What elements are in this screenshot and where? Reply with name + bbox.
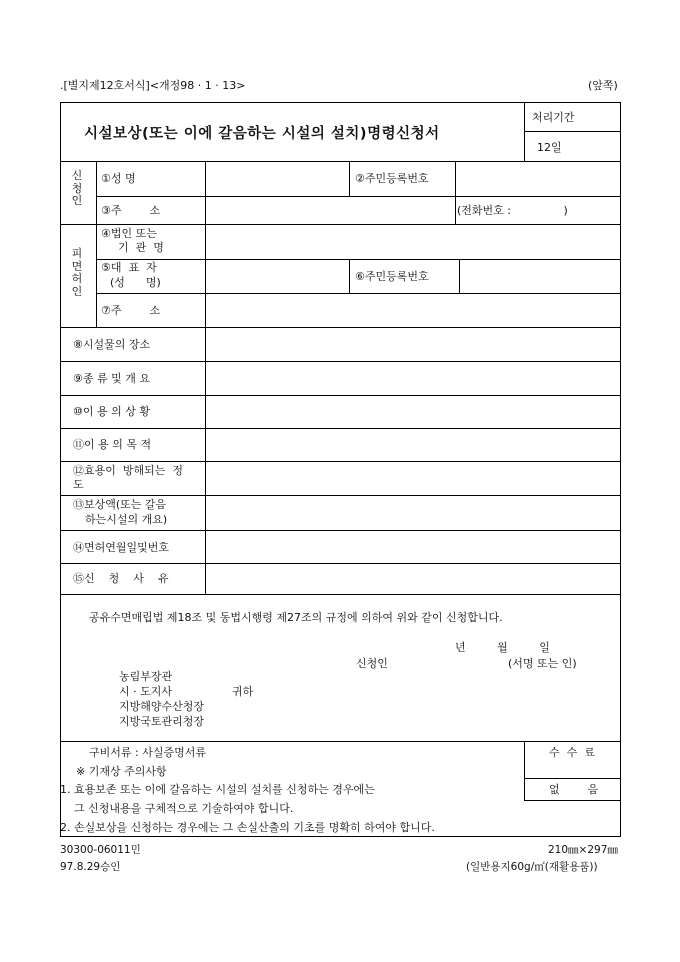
applicant-rrn-divider-left [349, 161, 350, 196]
usage-status-label: ⑩이 용 의 상 황 [73, 405, 150, 418]
licensee-address-label: ⑦주 소 [101, 304, 161, 317]
rep-label-line1: ⑤대 표 자 [101, 261, 157, 274]
obstruction-degree-label-line2: 도 [73, 478, 84, 491]
declaration-date: 년 월 일 [455, 641, 550, 654]
note-1-line1: 1. 효용보존 또는 이에 갈음하는 시설의 설치를 신청하는 경우에는 [60, 783, 375, 796]
sign-or-seal-label: (서명 또는 인) [508, 657, 577, 670]
processing-divider [524, 131, 621, 132]
license-date-number-label: ⑭면허연월일및번호 [73, 541, 170, 554]
compensation-label-line2: 하는시설의 개요) [85, 513, 168, 526]
form-number: .[별지제12호서식]<개정98 · 1 · 13> [60, 79, 246, 92]
declaration-bottom-line [60, 741, 621, 742]
application-reason-label: ⑮신 청 사 유 [73, 572, 169, 585]
row-line-15 [60, 594, 621, 595]
applicant-section-label: 신 청 인 [71, 169, 83, 207]
obstruction-degree-label-line1: ⑫효용이 방해되는 정 [73, 464, 183, 477]
obstruction-degree-field[interactable] [206, 462, 620, 494]
declaration-text: 공유수면매립법 제18조 및 동법시행령 제27조의 규정에 의하여 위와 같이 신청합니다. [89, 611, 503, 624]
title-right-divider [524, 102, 525, 161]
licensee-rrn-divider-left [349, 259, 350, 293]
fee-divider [524, 778, 621, 779]
licensee-address-field[interactable] [206, 294, 620, 326]
form-title: 시설보상(또는 이에 갈음하는 시설의 설치)명령신청서 [84, 126, 440, 142]
note-1-line2: 그 신청내용을 구체적으로 기술하여야 합니다. [74, 802, 294, 815]
type-overview-field[interactable] [206, 362, 620, 394]
application-reason-field[interactable] [206, 564, 620, 593]
compensation-label-line1: ⑬보상액(또는 갈음 [73, 498, 167, 511]
representative-field[interactable] [206, 260, 348, 292]
addressee-3: 지방해양수산청장 [119, 700, 205, 713]
processing-period-label: 처리기간 [532, 111, 575, 124]
addressee-2: 시 · 도지사 [119, 685, 172, 698]
org-name-field[interactable] [206, 225, 620, 258]
applicant-address-label: ③주 소 [101, 204, 161, 217]
addressee-1: 농림부장관 [119, 670, 173, 683]
applicant-rrn-field[interactable] [456, 162, 620, 195]
usage-purpose-label: ⑪이 용 의 목 적 [73, 438, 152, 451]
processing-period-value: 12일 [537, 141, 562, 154]
notes-title: ※ 기재상 주의사항 [76, 765, 167, 778]
note-2: 2. 손실보상을 신청하는 경우에는 그 손실산출의 기초를 명확히 하여야 합니다. [60, 821, 435, 834]
fee-label: 수 수 료 [549, 746, 595, 759]
licensee-rrn-field[interactable] [460, 260, 620, 292]
fee-value: 없 음 [549, 783, 599, 796]
licensee-section-label: 피 면 허 인 [71, 247, 83, 298]
honorific: 귀하 [232, 685, 254, 698]
rep-label-line2: (성 명) [110, 276, 161, 289]
facility-location-label: ⑧시설물의 장소 [73, 338, 151, 351]
type-overview-label: ⑨종 류 및 개 요 [73, 372, 150, 385]
applicant-sign-label: 신청인 [356, 657, 388, 670]
approval-date: 97.8.29승인 [60, 861, 121, 873]
addressee-4: 지방국토관리청장 [119, 715, 205, 728]
org-label-line1: ④법인 또는 [101, 227, 157, 240]
applicant-address-field[interactable] [206, 197, 454, 223]
phone-label: (전화번호 : ) [457, 204, 568, 217]
page-side-label: (앞쪽) [588, 79, 618, 92]
fee-left-divider [524, 741, 525, 800]
required-documents: 구비서류 : 사실증명서류 [89, 746, 206, 759]
section-label-divider [96, 161, 97, 327]
license-date-number-field[interactable] [206, 531, 620, 562]
fee-bottom-line [524, 800, 621, 801]
paper-type: (일반용지60g/㎡(재활용품)) [466, 861, 598, 873]
applicant-rrn-label: ②주민등록번호 [355, 172, 429, 185]
compensation-field[interactable] [206, 496, 620, 529]
licensee-rrn-label: ⑥주민등록번호 [355, 270, 429, 283]
applicant-name-field[interactable] [206, 162, 348, 195]
usage-status-field[interactable] [206, 396, 620, 427]
form-code: 30300-06011민 [60, 844, 141, 856]
facility-location-field[interactable] [206, 328, 620, 360]
usage-purpose-field[interactable] [206, 429, 620, 460]
paper-size: 210㎜×297㎜ [548, 844, 618, 856]
name-label: ①성 명 [101, 172, 136, 185]
org-label-line2: 기 관 명 [118, 241, 164, 254]
